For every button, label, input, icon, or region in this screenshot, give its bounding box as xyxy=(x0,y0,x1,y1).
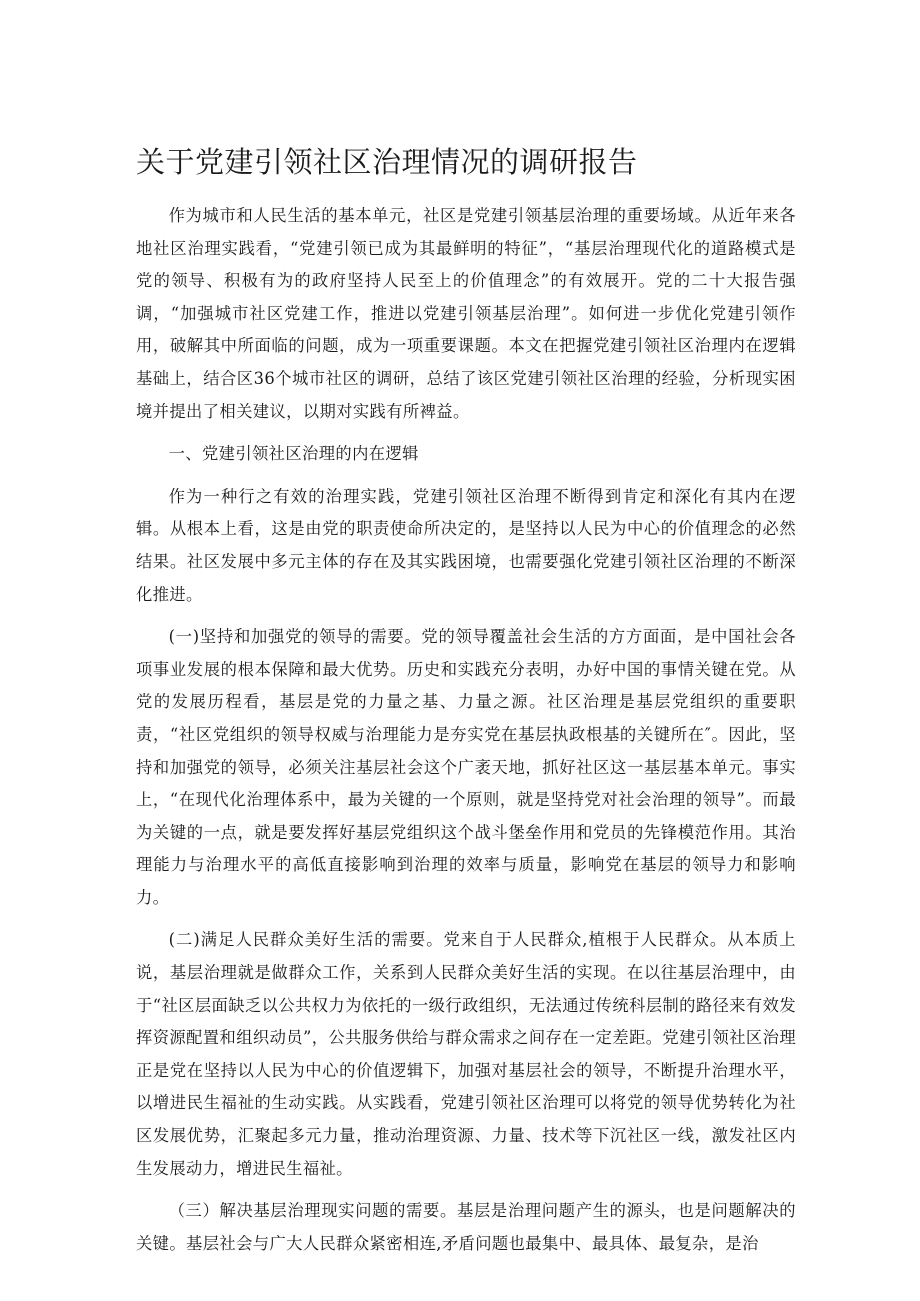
document-title: 关于党建引领社区治理情况的调研报告 xyxy=(136,145,638,179)
subsection-1-paragraph: (一)坚持和加强党的领导的需要。党的领导覆盖社会生活的方方面面，是中国社会各项事业发展的根本保障和最大优势。历史和实践充分表明，办好中国的事情关键在党。从党的发展历程看，基层是党的力量之基、力量之源。社区治理是基层党组织的重要职责，“社区党组织的领导权威与治理能力是夯实党在基层执政根基的关键所在″。因此，坚持和加强党的领导，必须关注基层社会这个广袤天地，抓好社区这一基层基本单元。事实上，“在现代化治理体系中，最为关键的一个原则，就是坚持党对社会治理的领导”。而最为关键的一点，就是要发挥好基层党组织这个战斗堡垒作用和党员的先锋模范作用。其治理能力与治理水平的高低直接影响到治理的效率与质量，影响党在基层的领导力和影响力。 xyxy=(136,627,796,907)
intro-paragraph: 作为城市和人民生活的基本单元，社区是党建引领基层治理的重要场域。从近年来各地社区治理实践看，“党建引领已成为其最鲜明的特征”，“基层治理现代化的道路模式是党的领导、积极有为的政府坚持人民至上的价值理念”的有效展开。党的二十大报告强调，“加强城市社区党建工作，推进以党建引领基层治理”。如何进一步优化党建引领作用，破解其中所面临的问题，成为一项重要课题。本文在把握党建引领社区治理内在逻辑基础上，结合区36个城市社区的调研，总结了该区党建引领社区治理的经验，分析现实困境并提出了相关建议，以期对实践有所裨益。 xyxy=(136,206,796,421)
section-heading-1: 一、党建引领社区治理的内在逻辑 xyxy=(168,444,419,464)
document-body xyxy=(136,200,796,1260)
section-1-paragraph: 作为一种行之有效的治理实践，党建引领社区治理不断得到肯定和深化有其内在逻辑。从根本上看，这是由党的职责使命所决定的，是坚持以人民为中心的价值理念的必然结果。社区发展中多元主体的存在及其实践困境，也需要强化党建引领社区治理的不断深化推进。 xyxy=(136,486,796,604)
subsection-3-paragraph: （三）解决基层治理现实问题的需要。基层是治理问题产生的源头，也是问题解决的关键。基层社会与广大人民群众紧密相连,矛盾问题也最集中、最具体、最复杂，是治 xyxy=(136,1201,796,1253)
subsection-2-paragraph: (二)满足人民群众美好生活的需要。党来自于人民群众,植根于人民群众。从本质上说，基层治理就是做群众工作，关系到人民群众美好生活的实现。在以往基层治理中，由于“社区层面缺乏以公共权力为依托的一级行政组织，无法通过传统科层制的路径来有效发挥资源配置和组织动员”，公共服务供给与群众需求之间存在一定差距。党建引领社区治理正是党在坚持以人民为中心的价值逻辑下，加强对基层社会的领导，不断提升治理水平，以增进民生福祉的生动实践。从实践看，党建引领社区治理可以将党的领导优势转化为社区发展优势，汇聚起多元力量，推动治理资源、力量、技术等下沉社区一线，激发社区内生发展动力，增进民生福祉。 xyxy=(136,930,796,1178)
